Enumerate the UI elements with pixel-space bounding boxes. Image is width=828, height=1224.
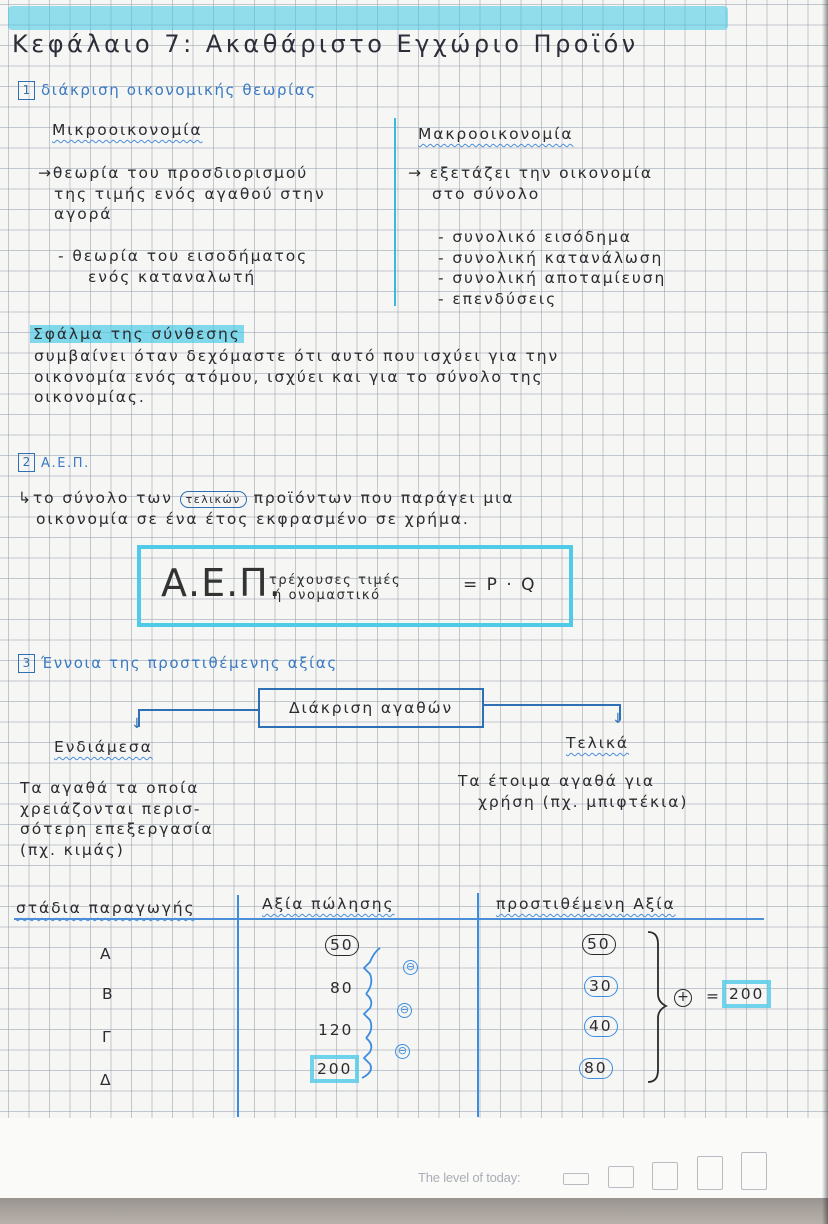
section-3-heading — [18, 653, 338, 673]
stage-cell: Δ — [100, 1071, 113, 1089]
fallacy-heading — [30, 324, 244, 345]
added-value-cell — [584, 1016, 618, 1037]
gdp-acronym: Α.Ε.Π. — [161, 561, 282, 605]
minus-icon: ⊖ — [397, 998, 412, 1018]
title-highlighter-stroke — [8, 6, 728, 30]
page-edge-shadow — [822, 0, 828, 1224]
minus-icon: ⊖ — [403, 955, 418, 975]
gdp-definition — [18, 488, 514, 529]
section-number-badge: 3 — [18, 654, 35, 673]
section-number-badge: 2 — [18, 453, 35, 472]
stage-cell: Α — [100, 945, 113, 963]
sum-brace — [646, 930, 670, 1086]
level-of-today-label: The level of today: — [418, 1170, 521, 1185]
section-title: Έννοια της προστιθέμενης αξίας — [41, 654, 338, 672]
gdp-def-suffix: προϊόντων που παράγει μια — [253, 489, 515, 507]
arrow-down-icon: ↓ — [131, 716, 143, 732]
fallacy-line: οικονομίας. — [34, 388, 146, 406]
stage-cell: Β — [102, 985, 115, 1003]
final-goods-label: Τελικά — [566, 734, 630, 752]
minus-icon: ⊖ — [395, 1039, 410, 1059]
final-goods-desc — [458, 771, 688, 812]
desc-line: σότερη επεξεργασία — [20, 820, 214, 838]
micro-point-line: αγορά — [54, 205, 113, 223]
macro-point-line: στο σύνολο — [432, 184, 541, 203]
sale-value-circled: 50 — [325, 935, 359, 956]
micro-subpoint-line: - θεωρία του εισοδήματος — [58, 247, 309, 265]
gdp-formula-box — [137, 545, 573, 627]
fallacy-line: συμβαίνει όταν δεχόμαστε ότι αυτό που ισχύει για την — [34, 347, 560, 365]
gdp-def-pill: τελικών — [180, 491, 247, 508]
table-column-divider — [477, 893, 479, 1117]
desc-line: (πχ. κιμάς) — [20, 840, 125, 859]
added-value-cell — [582, 934, 616, 955]
added-value-circled: 50 — [582, 934, 616, 955]
macro-point-line: → εξετάζει την οικονομία — [408, 164, 653, 182]
added-value-cell — [579, 1058, 613, 1079]
table-header-stages: στάδια παραγωγής — [16, 899, 196, 917]
intermediate-goods-desc — [20, 778, 213, 860]
section-title: Α.Ε.Π. — [41, 456, 90, 471]
macro-subitem: - συνολικό εισόδημα — [438, 228, 632, 246]
level-box-1[interactable] — [563, 1173, 589, 1185]
added-value-circled: 80 — [579, 1058, 613, 1079]
micro-subpoint — [58, 246, 308, 287]
micro-heading: Μικροοικονομία — [52, 121, 203, 139]
macro-subitem: - επενδύσεις — [438, 289, 558, 308]
total-highlighted: 200 — [722, 980, 771, 1008]
connector-right — [484, 704, 620, 706]
gdp-definition-line-2: οικονομία σε ένα έτος εκφρασμένο σε χρήμα. — [36, 509, 470, 528]
section-2-heading — [18, 452, 90, 472]
table-column-divider — [237, 895, 239, 1117]
gdp-def-prefix: ↳το σύνολο των — [18, 489, 173, 507]
table-header-added-value: προστιθέμενη Αξία — [496, 895, 676, 913]
section-number-badge: 1 — [18, 81, 35, 100]
macro-point — [408, 163, 653, 204]
table-header-sale-value: Αξία πώλησης — [262, 895, 395, 913]
gdp-current-prices: τρέχουσες τιμές — [269, 573, 402, 588]
sale-value-cell: 120 — [318, 1021, 354, 1039]
gdp-nominal: ή ονομαστικό — [273, 588, 381, 603]
micro-subpoint-line: ενός καταναλωτή — [88, 267, 257, 286]
section-1-heading — [18, 80, 317, 100]
section-title: διάκριση οικονομικής θεωρίας — [41, 81, 317, 99]
gdp-equation: = P · Q — [463, 575, 537, 595]
diagram-root-box — [258, 688, 484, 728]
connector-left — [138, 709, 258, 711]
equals-sign: = — [706, 987, 721, 1005]
gdp-definition-line-1 — [18, 488, 514, 509]
sale-value-highlighted: 200 — [310, 1055, 359, 1083]
intermediate-goods-label: Ενδιάμεσα — [54, 738, 153, 756]
page-title: Κεφάλαιο 7: Ακαθάριστο Εγχώριο Προϊόν — [12, 30, 639, 58]
column-divider — [394, 118, 396, 306]
added-value-circled: 30 — [584, 976, 618, 997]
macro-subitem: - συνολική κατανάλωση — [438, 248, 664, 267]
desc-line: χρειάζονται περισ- — [20, 799, 202, 818]
diagram-root-label: Διάκριση αγαθών — [288, 698, 454, 717]
gdp-formula-labels — [269, 573, 401, 603]
level-box-5[interactable] — [741, 1152, 767, 1190]
stage-cell: Γ — [102, 1028, 113, 1046]
level-box-3[interactable] — [652, 1162, 678, 1190]
micro-point — [38, 163, 326, 225]
difference-braces — [344, 944, 394, 1084]
arrow-down-icon: ↓ — [612, 711, 624, 727]
micro-point-line: της τιμής ενός αγαθού στην — [54, 184, 326, 203]
macro-heading: Μακροοικονομία — [418, 125, 574, 143]
level-box-4[interactable] — [697, 1156, 723, 1190]
sale-value-cell: 80 — [330, 979, 354, 997]
fallacy-line: οικονομία ενός ατόμου, ισχύει και για το σύνολο της — [34, 367, 544, 386]
desc-line: χρήση (πχ. μπιφτέκια) — [478, 792, 689, 811]
macro-sublist — [438, 227, 666, 309]
page-shadow — [0, 1198, 828, 1224]
fallacy-body — [34, 346, 559, 408]
table-header-underline — [14, 918, 764, 920]
fallacy-heading-text: Σφάλμα της σύνθεσης — [30, 325, 244, 343]
plus-icon: + — [674, 986, 692, 1007]
macro-subitem: - συνολική αποταμίευση — [438, 269, 667, 287]
total-added-value — [722, 980, 771, 1008]
desc-line: Τα έτοιμα αγαθά για — [458, 772, 656, 790]
level-box-2[interactable] — [608, 1166, 634, 1188]
added-value-cell — [584, 976, 618, 997]
desc-line: Τα αγαθά τα οποία — [20, 779, 200, 797]
micro-point-line: →θεωρία του προσδιορισμού — [38, 164, 309, 182]
added-value-circled: 40 — [584, 1016, 618, 1037]
